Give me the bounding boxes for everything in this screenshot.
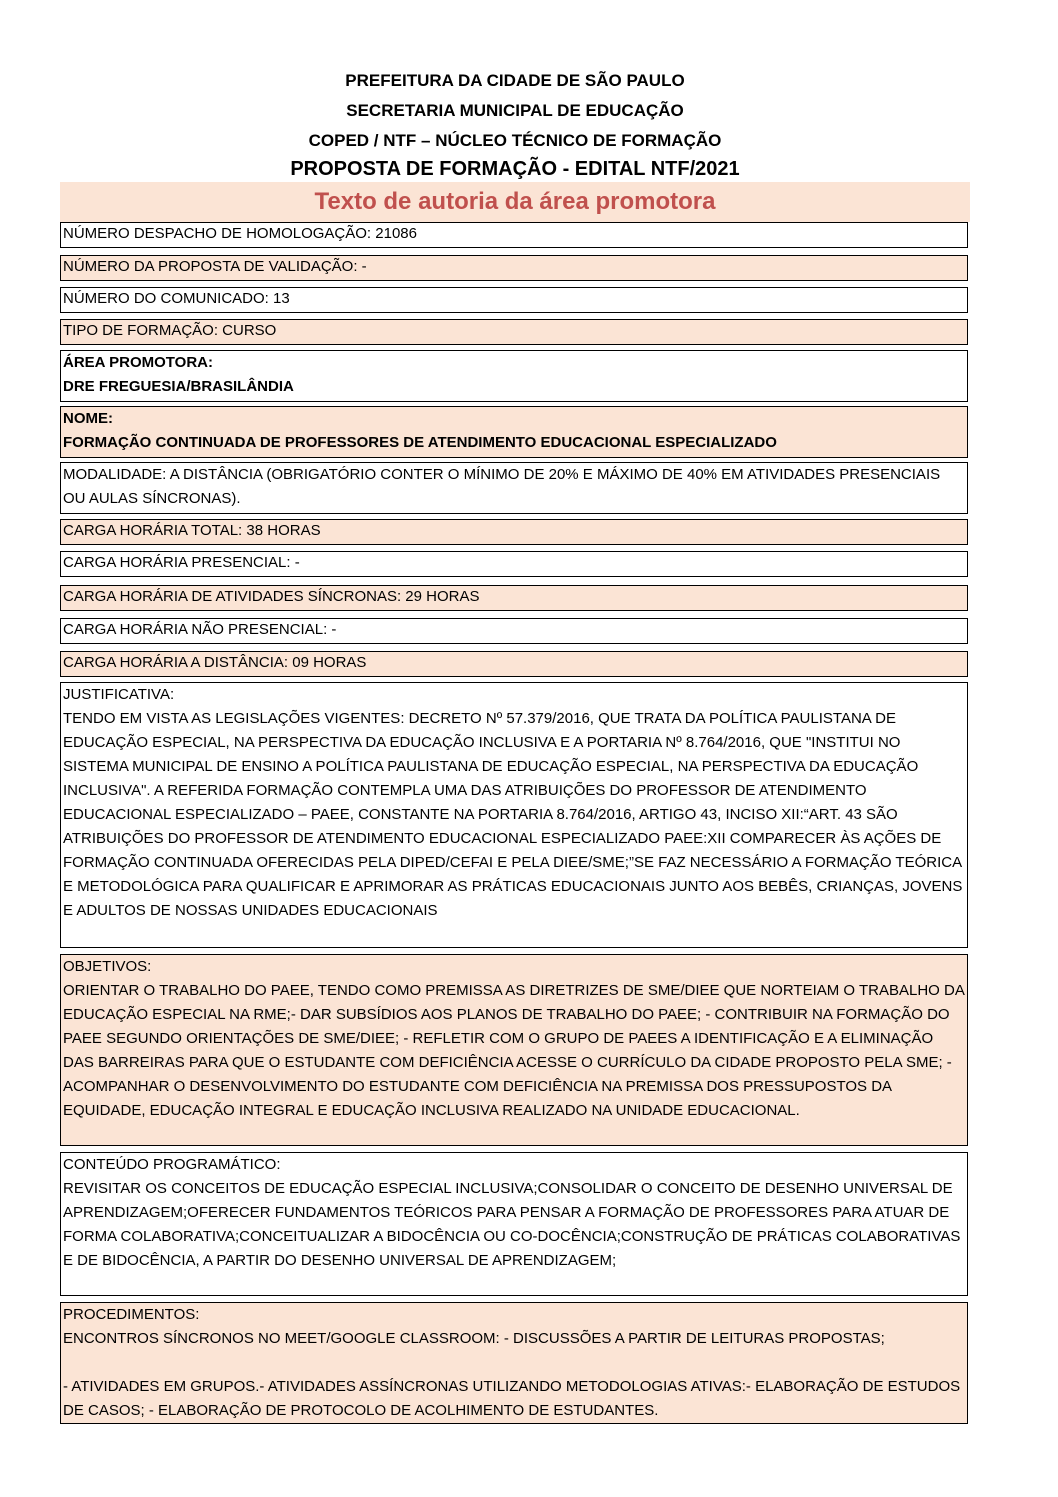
field-justificativa	[60, 682, 968, 948]
authorship-banner: Texto de autoria da área promotora	[60, 182, 970, 222]
field-despacho: NÚMERO DESPACHO DE HOMOLOGAÇÃO: 21086	[60, 222, 968, 248]
field-tipo: TIPO DE FORMAÇÃO: CURSO	[60, 319, 968, 345]
justificativa-label: JUSTIFICATIVA:	[63, 686, 175, 703]
objetivos-label: OBJETIVOS:	[63, 958, 152, 975]
field-nome	[60, 406, 968, 458]
field-comunicado: NÚMERO DO COMUNICADO: 13	[60, 287, 968, 313]
field-carga-distancia: CARGA HORÁRIA A DISTÂNCIA: 09 HORAS	[60, 651, 968, 677]
field-area-promotora	[60, 350, 968, 402]
field-procedimentos	[60, 1302, 968, 1424]
header-proposta: PROPOSTA DE FORMAÇÃO - EDITAL NTF/2021	[290, 158, 740, 180]
justificativa-text: TENDO EM VISTA AS LEGISLAÇÕES VIGENTES: DECRETO Nº 57.379/2016, QUE TRATA DA POLÍTICA PAULISTANA DE EDUCAÇÃO ESPECIAL, NA PERSPECTIVA DA EDUCAÇÃO INCLUSIVA E A PORTARIA Nº 8.764/2016, QUE "INSTITUI NO SISTEMA MUNICIPAL DE ENSINO A POLÍTICA PAULISTANA DE EDUCAÇÃO ESPECIAL, NA PERSPECTIVA DA EDUCAÇÃO INCLUSIVA". A REFERIDA FORMAÇÃO CONTEMPLA UMA DAS ATRIBUIÇÕES DO PROFESSOR DE ATENDIMENTO EDUCACIONAL ESPECIALIZADO – PAEE, CONSTANTE NA PORTARIA 8.764/2016, ARTIGO 43, INCISO XII:“ART. 43 SÃO ATRIBUIÇÕES DO PROFESSOR DE ATENDIMENTO EDUCACIONAL ESPECIALIZADO PAEE:XII COMPARECER ÀS AÇÕES DE FORMAÇÃO CONTINUADA OFERECIDAS PELA DIPED/CEFAI E PELA DIEE/SME;”SE FAZ NECESSÁRIO A FORMAÇÃO TEÓRICA E METODOLÓGICA PARA QUALIFICAR E APRIMORAR AS PRÁTICAS EDUCACIONAIS JUNTO AOS BEBÊS, CRIANÇAS, JOVENS E ADULTOS DE NOSSAS UNIDADES EDUCACIONAIS	[63, 710, 963, 919]
objetivos-text: ORIENTAR O TRABALHO DO PAEE, TENDO COMO PREMISSA AS DIRETRIZES DE SME/DIEE QUE NORTEIAM O TRABALHO DA EDUCAÇÃO ESPECIAL NA RME;- DAR SUBSÍDIOS AOS PLANOS DE TRABALHO DO PAEE; - CONTRIBUIR NA FORMAÇÃO DO PAEE SEGUNDO ORIENTAÇÕES DE SME/DIEE; - REFLETIR COM O GRUPO DE PAEES A IDENTIFICAÇÃO E A ELIMINAÇÃO DAS BARREIRAS PARA QUE O ESTUDANTE COM DEFICIÊNCIA ACESSE O CURRÍCULO DA CIDADE PROPOSTO PELA SME; - ACOMPANHAR O DESENVOLVIMENTO DO ESTUDANTE COM DEFICIÊNCIA NA PREMISSA DOS PRESSUPOSTOS DA EQUIDADE, EDUCAÇÃO INTEGRAL E EDUCAÇÃO INCLUSIVA REALIZADO NA UNIDADE EDUCACIONAL.	[63, 982, 965, 1119]
nome-label: NOME:	[63, 410, 113, 427]
header-coped: COPED / NTF – NÚCLEO TÉCNICO DE FORMAÇÃO	[308, 131, 722, 150]
procedimentos-label: PROCEDIMENTOS:	[63, 1306, 200, 1323]
procedimentos-line1: ENCONTROS SÍNCRONOS NO MEET/GOOGLE CLASSROOM: - DISCUSSÕES A PARTIR DE LEITURAS PROPOSTAS;	[63, 1330, 885, 1347]
conteudo-text: REVISITAR OS CONCEITOS DE EDUCAÇÃO ESPECIAL INCLUSIVA;CONSOLIDAR O CONCEITO DE DESENHO UNIVERSAL DE APRENDIZAGEM;OFERECER FUNDAMENTOS TEÓRICOS PARA PENSAR A FORMAÇÃO DE PROFESSORES PARA ATUAR DE FORMA COLABORATIVA;CONCEITUALIZAR A BIDOCÊNCIA OU CO-DOCÊNCIA;CONSTRUÇÃO DE PRÁTICAS COLABORATIVAS E DE BIDOCÊNCIA, A PARTIR DO DESENHO UNIVERSAL DE APRENDIZAGEM;	[63, 1180, 961, 1269]
field-carga-total: CARGA HORÁRIA TOTAL: 38 HORAS	[60, 519, 968, 545]
area-value: DRE FREGUESIA/BRASILÂNDIA	[63, 378, 294, 395]
spacer	[63, 1351, 965, 1375]
conteudo-label: CONTEÚDO PROGRAMÁTICO:	[63, 1156, 281, 1173]
field-validacao: NÚMERO DA PROPOSTA DE VALIDAÇÃO: -	[60, 255, 968, 281]
field-carga-presencial: CARGA HORÁRIA PRESENCIAL: -	[60, 551, 968, 577]
field-carga-nao-presencial: CARGA HORÁRIA NÃO PRESENCIAL: -	[60, 618, 968, 644]
field-conteudo	[60, 1152, 968, 1296]
nome-value: FORMAÇÃO CONTINUADA DE PROFESSORES DE ATENDIMENTO EDUCACIONAL ESPECIALIZADO	[63, 434, 777, 451]
field-objetivos	[60, 954, 968, 1146]
procedimentos-line2: - ATIVIDADES EM GRUPOS.- ATIVIDADES ASSÍNCRONAS UTILIZANDO METODOLOGIAS ATIVAS:- ELABORAÇÃO DE ESTUDOS DE CASOS; - ELABORAÇÃO DE PROTOCOLO DE ACOLHIMENTO DE ESTUDANTES.	[63, 1378, 961, 1419]
header-prefeitura: PREFEITURA DA CIDADE DE SÃO PAULO	[345, 71, 685, 90]
field-modalidade: MODALIDADE: A DISTÂNCIA (OBRIGATÓRIO CONTER O MÍNIMO DE 20% E MÁXIMO DE 40% EM ATIVIDADES PRESENCIAIS OU AULAS SÍNCRONAS).	[60, 462, 968, 514]
field-carga-sincronas: CARGA HORÁRIA DE ATIVIDADES SÍNCRONAS: 29 HORAS	[60, 585, 968, 611]
area-label: ÁREA PROMOTORA:	[63, 354, 213, 371]
header-secretaria: SECRETARIA MUNICIPAL DE EDUCAÇÃO	[346, 101, 684, 120]
document-header	[60, 66, 970, 156]
